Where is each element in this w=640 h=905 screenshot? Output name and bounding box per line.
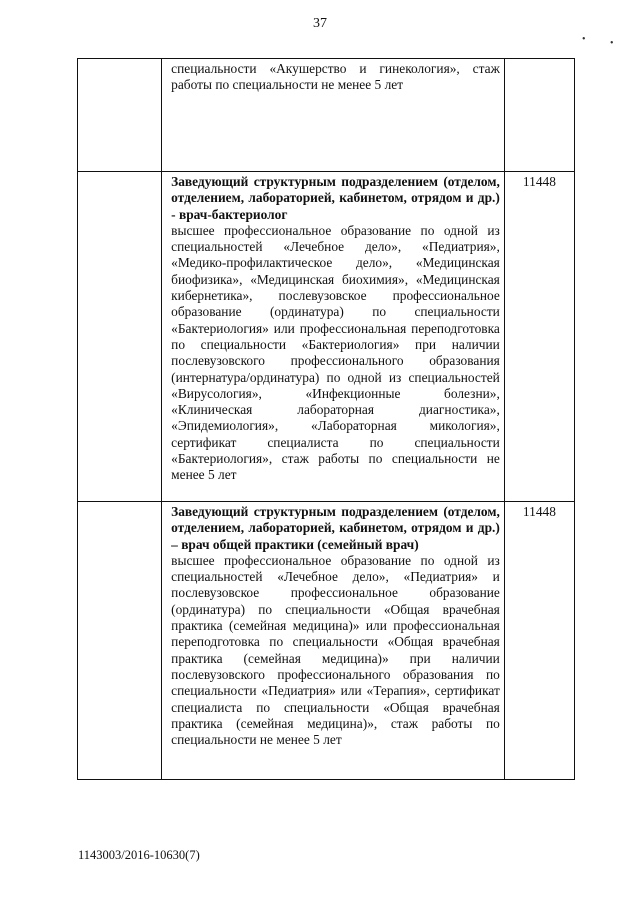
page-number: 37	[313, 16, 327, 31]
code-cell	[504, 59, 574, 172]
document-code: 1143003/2016-10630(7)	[78, 848, 200, 862]
qualification-table	[77, 58, 575, 780]
empty-cell	[78, 172, 162, 502]
empty-cell	[78, 502, 162, 780]
table-row	[78, 172, 575, 502]
requirements-cell	[162, 59, 505, 172]
requirements-text: высшее профессиональное образование по одной из специальностей «Лечебное дело», «Педиатрия», «Медико-профилактическое дело», «Медицинская биофизика», «Медицинская биохимия», «Медицинская кибернетика», послевузовское профессиональное образование (ординатура) по специальности «Бактериология» или профессиональная переподготовка по специальности «Бактериология» при наличии послевузовского профессионального образования (интернатура/ординатура) по одной из специальностей «Вирусология», «Инфекционные болезни», «Клиническая лабораторная диагностика», «Эпидемиология», «Лабораторная микология», сертификат специалиста по специальности «Бактериология», стаж работы по специальности не менее 5 лет	[171, 222, 500, 483]
table-row	[78, 59, 575, 172]
requirements-text: специальности «Акушерство и гинекология», стаж работы по специальности не менее 5 лет	[171, 61, 500, 93]
requirements-text: высшее профессиональное образование по одной из специальностей «Лечебное дело», «Педиатрия» и послевузовское профессиональное образование (ординатура) по специальности «Общая врачебная практика (семейная медицина)» или профессиональная переподготовка по специальности «Общая врачебная практика (семейная медицина)» при наличии послевузовского профессионального образования по специальности «Педиатрия» или «Терапия», сертификат специалиста по специальности «Общая врачебная практика (семейная медицина)», стаж работы по специальности не менее 5 лет	[171, 552, 500, 748]
requirements-cell	[162, 502, 505, 780]
position-title: Заведующий структурным подразделением (отделом, отделением, лабораторией, кабинетом, отрядом и др.) - врач-бактериолог	[171, 174, 500, 222]
position-code	[505, 59, 574, 61]
requirements-cell	[162, 172, 505, 502]
position-code: 11448	[522, 174, 556, 189]
scan-speck: •	[610, 38, 614, 49]
table-row	[78, 502, 575, 780]
position-title: Заведующий структурным подразделением (отделом, отделением, лабораторией, кабинетом, отрядом и др.) – врач общей практики (семейный врач)	[171, 504, 500, 552]
code-cell	[504, 172, 574, 502]
empty-cell	[78, 59, 162, 172]
position-code: 11448	[522, 504, 556, 519]
code-cell	[504, 502, 574, 780]
scan-speck: •	[582, 34, 586, 45]
